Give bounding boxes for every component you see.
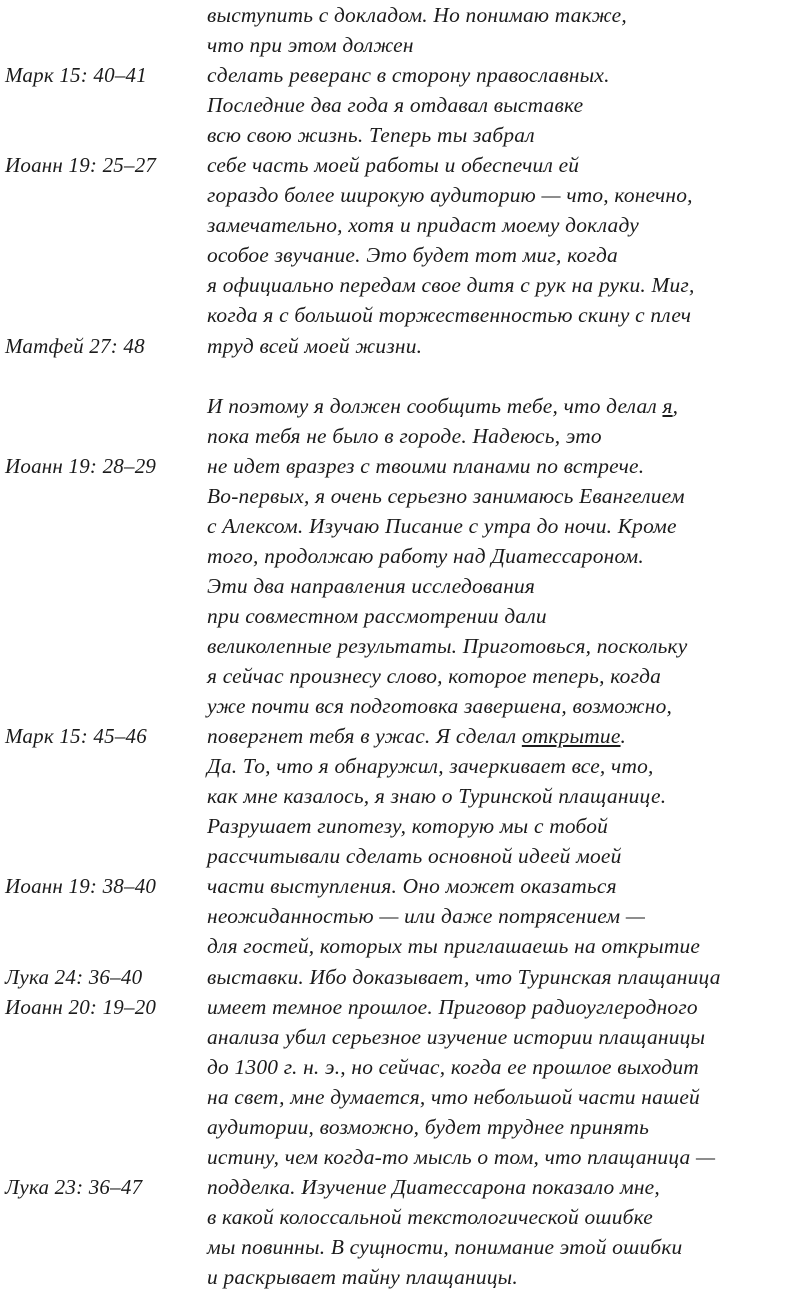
body-text-line: всю свою жизнь. Теперь ты забрал	[207, 123, 535, 148]
scripture-reference: Иоанн 20: 19–20	[5, 994, 157, 1019]
body-text-line: сделать реверанс в сторону православных.	[207, 63, 610, 88]
reference-spacer	[0, 421, 204, 451]
body-text-line: аудитории, возможно, будет труднее принять	[207, 1114, 650, 1139]
body-text-line: выступить с докладом. Но понимаю также,	[207, 3, 627, 27]
reference-spacer	[0, 270, 204, 300]
scripture-reference-column	[0, 0, 204, 1277]
reference-spacer	[0, 1082, 204, 1112]
scripture-reference: Матфей 27: 48	[5, 333, 145, 358]
reference-spacer	[0, 90, 204, 120]
reference-spacer	[0, 661, 204, 691]
scripture-reference: Иоанн 19: 25–27	[5, 153, 157, 178]
body-text-line: гораздо более широкую аудиторию — что, конечно,	[207, 183, 693, 208]
body-text-line: неожиданностью — или даже потрясением —	[207, 904, 646, 929]
body-text-column	[206, 0, 790, 1289]
body-text-line: И поэтому я должен сообщить тебе, что делал я,	[207, 393, 679, 418]
reference-spacer	[0, 180, 204, 210]
reference-spacer	[0, 30, 204, 60]
body-text-line: когда я с большой торжественностью скину с плеч	[207, 303, 692, 328]
reference-spacer	[0, 571, 204, 601]
reference-spacer	[0, 841, 204, 871]
reference-spacer	[0, 1022, 204, 1052]
reference-spacer	[0, 481, 204, 511]
body-text-line: особое звучание. Это будет тот миг, когда	[207, 243, 618, 268]
body-text-line: я сейчас произнесу слово, которое теперь, когда	[207, 664, 662, 689]
body-text-line: подделка. Изучение Диатессарона показало мне,	[207, 1174, 660, 1199]
body-text-line: Да. То, что я обнаружил, зачеркивает все, что,	[207, 754, 654, 779]
scripture-reference: Марк 15: 40–41	[5, 63, 147, 88]
reference-spacer	[0, 511, 204, 541]
reference-spacer	[0, 751, 204, 781]
reference-spacer	[0, 120, 204, 150]
reference-spacer	[0, 931, 204, 961]
body-text-line: анализа убил серьезное изучение истории плащаницы	[207, 1024, 706, 1049]
paragraph-break	[206, 361, 790, 391]
reference-spacer	[0, 361, 204, 391]
reference-spacer	[0, 391, 204, 421]
body-text-line: того, продолжаю работу над Диатессароном.	[207, 543, 644, 568]
body-text-line: уже почти вся подготовка завершена, возможно,	[207, 694, 673, 719]
body-text-line: истину, чем когда-то мысль о том, что плащаница —	[207, 1144, 716, 1169]
reference-spacer	[0, 210, 204, 240]
scripture-reference: Иоанн 19: 38–40	[5, 874, 157, 899]
body-text-line: пока тебя не было в городе. Надеюсь, это	[207, 423, 602, 448]
scripture-reference: Лука 23: 36–47	[5, 1174, 143, 1199]
reference-spacer	[0, 1112, 204, 1142]
emphasized-word: я	[662, 393, 673, 418]
reference-spacer	[0, 1232, 204, 1262]
reference-spacer	[0, 1202, 204, 1232]
reference-spacer	[0, 691, 204, 721]
body-text-line: замечательно, хотя и придаст моему докладу	[207, 213, 639, 238]
body-text-line: что при этом должен	[207, 33, 414, 58]
body-text-line: в какой колоссальной текстологической ошибке	[207, 1204, 653, 1229]
reference-spacer	[0, 240, 204, 270]
reference-spacer	[0, 1142, 204, 1172]
body-text-line: выставки. Ибо доказывает, что Туринская плащаница	[207, 964, 721, 989]
body-text-line: при совместном рассмотрении дали	[207, 603, 547, 628]
body-text-line: Во-первых, я очень серьезно занимаюсь Евангелием	[207, 483, 685, 508]
scripture-reference: Иоанн 19: 28–29	[5, 453, 157, 478]
body-text-line: имеет темное прошлое. Приговор радиоуглеродного	[207, 994, 698, 1019]
reference-spacer	[0, 601, 204, 631]
body-text-line: как мне казалось, я знаю о Туринской плащанице.	[207, 784, 667, 809]
reference-spacer	[0, 901, 204, 931]
body-text-line: с Алексом. Изучаю Писание с утра до ночи. Кроме	[207, 513, 677, 538]
body-text-line: труд всей моей жизни.	[207, 333, 423, 358]
body-text-line: великолепные результаты. Приготовься, поскольку	[207, 633, 688, 658]
body-text-line: я официально передам свое дитя с рук на руки. Миг,	[207, 273, 695, 298]
scripture-reference: Марк 15: 45–46	[5, 724, 147, 749]
body-text-line: для гостей, которых ты приглашаешь на открытие	[207, 934, 701, 959]
body-text-line: на свет, мне думается, что небольшой части нашей	[207, 1084, 700, 1109]
reference-spacer	[0, 811, 204, 841]
body-text-line: Эти два направления исследования	[207, 573, 536, 598]
body-text-line: повергнет тебя в ужас. Я сделал открытие.	[207, 724, 627, 749]
reference-spacer	[0, 0, 204, 30]
body-text-line: Последние два года я отдавал выставке	[207, 93, 584, 118]
reference-spacer	[0, 1052, 204, 1082]
body-text-line: мы повинны. В сущности, понимание этой ошибки	[207, 1234, 683, 1259]
scripture-reference: Лука 24: 36–40	[5, 964, 143, 989]
body-text-line: рассчитывали сделать основной идеей моей	[207, 844, 622, 869]
body-text-line: и раскрывает тайну плащаницы.	[207, 1264, 518, 1289]
reference-spacer	[0, 300, 204, 330]
body-text-line: не идет вразрез с твоими планами по встрече.	[207, 453, 645, 478]
body-text-line: до 1300 г. н. э., но сейчас, когда ее прошлое выходит	[207, 1054, 699, 1079]
reference-spacer	[0, 631, 204, 661]
body-text-line: себе часть моей работы и обеспечил ей	[207, 153, 580, 178]
emphasized-word: открытие	[521, 724, 621, 749]
reference-spacer	[0, 781, 204, 811]
reference-spacer	[0, 541, 204, 571]
body-text-line: части выступления. Оно может оказаться	[207, 874, 617, 899]
body-text-line: Разрушает гипотезу, которую мы с тобой	[207, 814, 609, 839]
